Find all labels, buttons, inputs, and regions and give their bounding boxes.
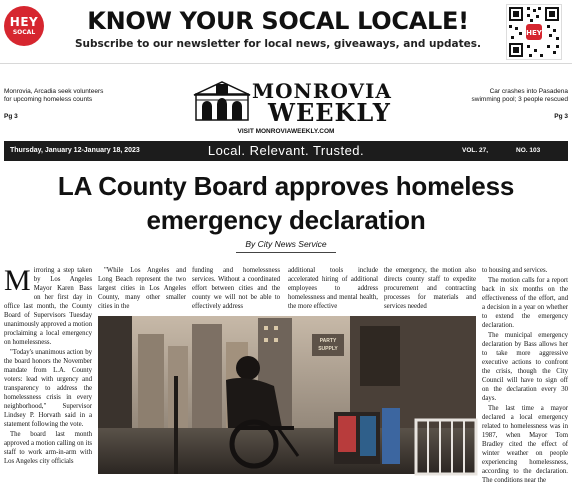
drop-cap: M [4, 264, 31, 297]
issue-number: NO. 103 [516, 147, 541, 154]
monrovia-weekly-logo [194, 74, 392, 127]
article-paragraph: additional tools include accelerated hiring of additional employees to address homelessness and mental health, the more effective [288, 267, 378, 310]
article-paragraph: The municipal emergency declaration by Bass allows her to take more aggressive executive actions to confront the crisis, though the City Council will have to sign off on the declaration every 30 days. [482, 332, 568, 402]
socal-badge-text: SOCAL [12, 29, 36, 36]
article-column-3 [192, 266, 280, 316]
article-paragraph: funding and homelessness services. Without a coordinated effort between cities and the county we will not be able to effectively address [192, 267, 280, 310]
date-bar [4, 141, 568, 161]
article-paragraph: "While Los Angeles and Long Beach represent the two largest cities in Los Angeles County, many other smaller cities in the [98, 267, 186, 310]
article-column-5 [384, 266, 476, 316]
station-building-icon [194, 80, 250, 122]
article-column-2 [98, 266, 186, 316]
hey-badge-text: HEY [9, 15, 39, 29]
party-supply-sign-line2: SUPPLY [318, 346, 338, 352]
banner-title: KNOW YOUR SOCAL LOCALE! [87, 7, 469, 35]
street-scene-image [98, 316, 476, 474]
right-teaser-page: Pg 3 [554, 113, 568, 120]
qr-code[interactable] [506, 4, 562, 60]
volume-number: VOL. 27, [462, 147, 489, 154]
article-byline: By City News Service [245, 239, 327, 249]
article-paragraph: The last time a mayor declared a local emergency related to homelessness was in 1987, when Mayor Tom Bradley cited the effect of winter weather on people experiencing homelessness, according to the declaration. The conditions near the [482, 405, 568, 484]
party-supply-sign-line1: PARTY [319, 338, 337, 344]
left-teaser-page: Pg 3 [4, 113, 18, 120]
left-teaser-text: Monrovia, Arcadia seek volunteers for upcoming homeless counts [4, 88, 104, 103]
byline-divider [236, 252, 336, 253]
qr-code-graphic [507, 5, 561, 59]
slogan: Local. Relevant. Trusted. [207, 143, 365, 158]
logo-title-top: MONROVIA [252, 79, 392, 103]
article-column-1 [4, 266, 92, 474]
article-paragraph: The motion calls for a report back in six months on the effectiveness of the effort, and a decision in a year on whether to extend the emergency declaration. [482, 277, 568, 329]
issue-date: Thursday, January 12-January 18, 2023 [10, 147, 140, 154]
logo-title-bottom: WEEKLY [268, 98, 391, 127]
article-paragraph: the emergency, the motion also directs county staff to expedite procurement and contracting processes for materials and services needed [384, 267, 476, 310]
banner-subtitle: Subscribe to our newsletter for local news, giveaways, and updates. [74, 38, 482, 50]
visit-website-link[interactable]: VISIT MONROVIAWEEKLY.COM [237, 128, 335, 135]
article-headline: LA County Board approves homeless emergency declaration [57, 171, 515, 235]
qr-badge-text: HEY [526, 29, 542, 37]
article-paragraph: "Today's unanimous action by the board honors the November mandate from L.A. County voters: lead with urgency and transparency to address the homelessness crisis in every neighborhood," Supervisor Lindsey P. Horvath said in a statement following the vote. [4, 349, 92, 428]
article-column-6 [482, 266, 568, 484]
article-photo[interactable] [98, 316, 476, 474]
hey-socal-logo [4, 6, 44, 46]
right-teaser[interactable] [466, 88, 568, 121]
article-column-4 [288, 266, 378, 316]
newsletter-banner-ad[interactable] [0, 0, 572, 64]
left-teaser[interactable] [4, 88, 104, 121]
right-teaser-text: Car crashes into Pasadena swimming pool; 3 people rescued [471, 88, 568, 103]
article-paragraph: Mirroring a step taken by Los Angeles Mayor Karen Bass on her first day in office last month, the County Board of Supervisors Tuesday unanimously approved a motion proclaiming a local emergency on homelessness. [4, 264, 92, 346]
article-paragraph: The board last month approved a motion calling on its staff to work arm-in-arm with Los Angeles city officials [4, 431, 92, 465]
article-paragraph: to housing and services. [482, 267, 548, 274]
